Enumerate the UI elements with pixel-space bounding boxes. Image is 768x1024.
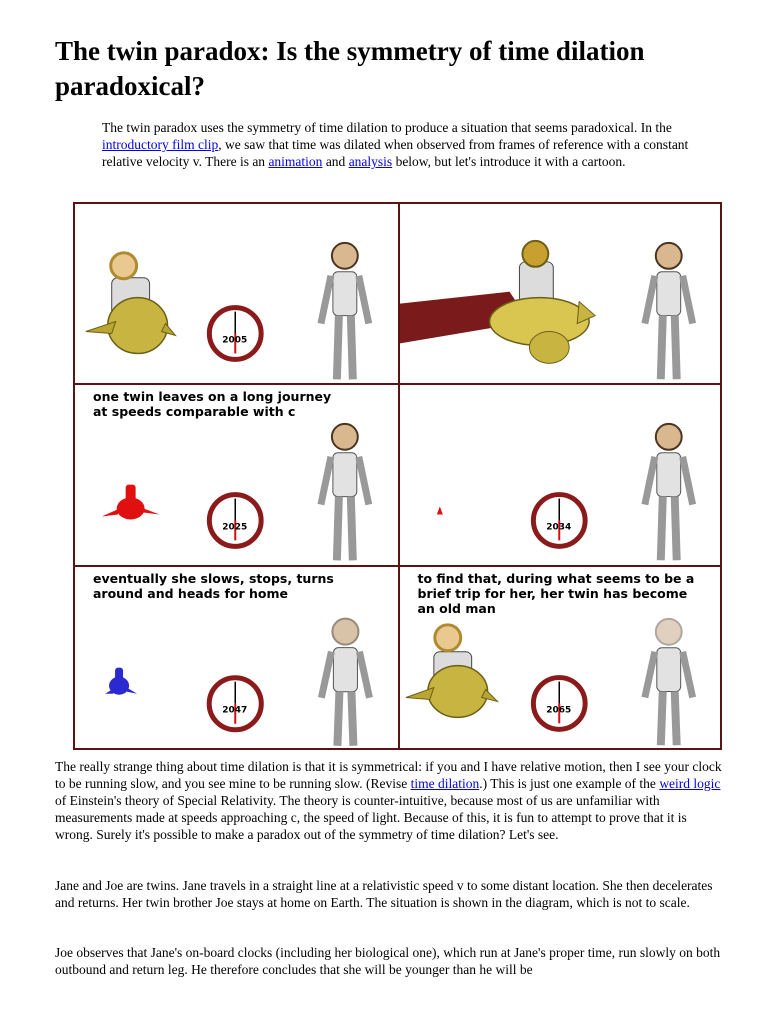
twins-paragraph: Jane and Joe are twins. Jane travels in a straight line at a relativistic speed v to some distant location. She then decelerates and returns. Her twin brother Joe stays at home on Earth. The situation is shown in the diagram, which is not to scale.: [55, 878, 713, 910]
clock-icon: [209, 677, 261, 729]
page-title: The twin paradox: Is the symmetry of time dilation paradoxical?: [55, 36, 645, 101]
cartoon-panel-5: [75, 567, 398, 748]
cartoon-panel-2: [398, 204, 721, 385]
twin-paradox-cartoon: [73, 202, 722, 750]
cartoon-panel-3: [75, 385, 398, 566]
clock-icon: [533, 677, 585, 729]
old-joe-figure: [644, 619, 692, 745]
symmetry-paragraph: The really strange thing about time dilation is that it is symmetrical: if you and I have relative motion, then I see your clock to be running slow, and you see mine to be running slow. (Revise time dilation.) This is just one example of the weird logic of Einstein's theory of Special Relativity. The theory is counter-intuitive, because most of us are unfamiliar with measurements made at speeds approaching c, the speed of light. Because of this, it is fun to attempt to prove that it is wrong. Surely it's possible to make a paradox out of the symmetry of time dilation? Let's see.: [55, 759, 722, 842]
cartoon-panel-1: [75, 204, 398, 385]
distant-red-rocket: [436, 507, 442, 515]
analysis-link[interactable]: analysis: [348, 154, 393, 169]
panel-5-caption: eventually she slows, stops, turns around and heads for home: [93, 570, 334, 601]
jane-on-rocket: [86, 253, 176, 354]
red-rocket: [102, 485, 160, 520]
clock-icon: [533, 495, 585, 547]
cartoon-panel-6: [398, 567, 721, 748]
joe-figure: [321, 424, 369, 560]
clock-year-label: 2047: [222, 705, 248, 716]
cartoon-panel-4: [398, 385, 721, 566]
clock-year-label: 2034: [545, 522, 571, 533]
blue-rocket: [105, 667, 137, 694]
jane-rocket-closeup: [400, 241, 595, 363]
weird-logic-link[interactable]: weird logic: [659, 776, 721, 791]
time-dilation-link[interactable]: time dilation: [410, 776, 480, 791]
jane-on-rocket: [405, 624, 497, 717]
joe-observes-paragraph: Joe observes that Jane's on-board clocks (including her biological one), which run at Jane's proper time, run slowly on both outbound and return leg. He therefore concludes that she will be younger than he will be: [55, 945, 721, 977]
animation-link[interactable]: animation: [268, 154, 323, 169]
joe-figure: [321, 243, 369, 379]
panel-1-illustration: [75, 204, 398, 383]
clock-icon: [209, 495, 261, 547]
panel-3-caption: one twin leaves on a long journey at speeds comparable with c: [93, 389, 332, 420]
intro-paragraph: The twin paradox uses the symmetry of time dilation to produce a situation that seems paradoxical. In the introductory film clip, we saw that time was dilated when observed from frames of reference with a constant relative velocity v. There is an animation and analysis below, but let's introduce it with a cartoon.: [102, 120, 689, 169]
joe-figure: [644, 424, 692, 560]
panel-2-illustration: [400, 204, 721, 383]
clock-icon: [209, 308, 261, 360]
panel-6-caption: to find that, during what seems to be a brief trip for her, her twin has become an old man: [417, 570, 695, 616]
clock-year-label: 2005: [222, 335, 248, 346]
clock-year-label: 2025: [222, 522, 248, 533]
joe-figure: [644, 243, 692, 379]
panel-4-illustration: [400, 385, 721, 564]
introductory-film-clip-link[interactable]: introductory film clip: [102, 137, 219, 152]
clock-year-label: 2065: [545, 705, 571, 716]
joe-figure: [321, 618, 369, 745]
